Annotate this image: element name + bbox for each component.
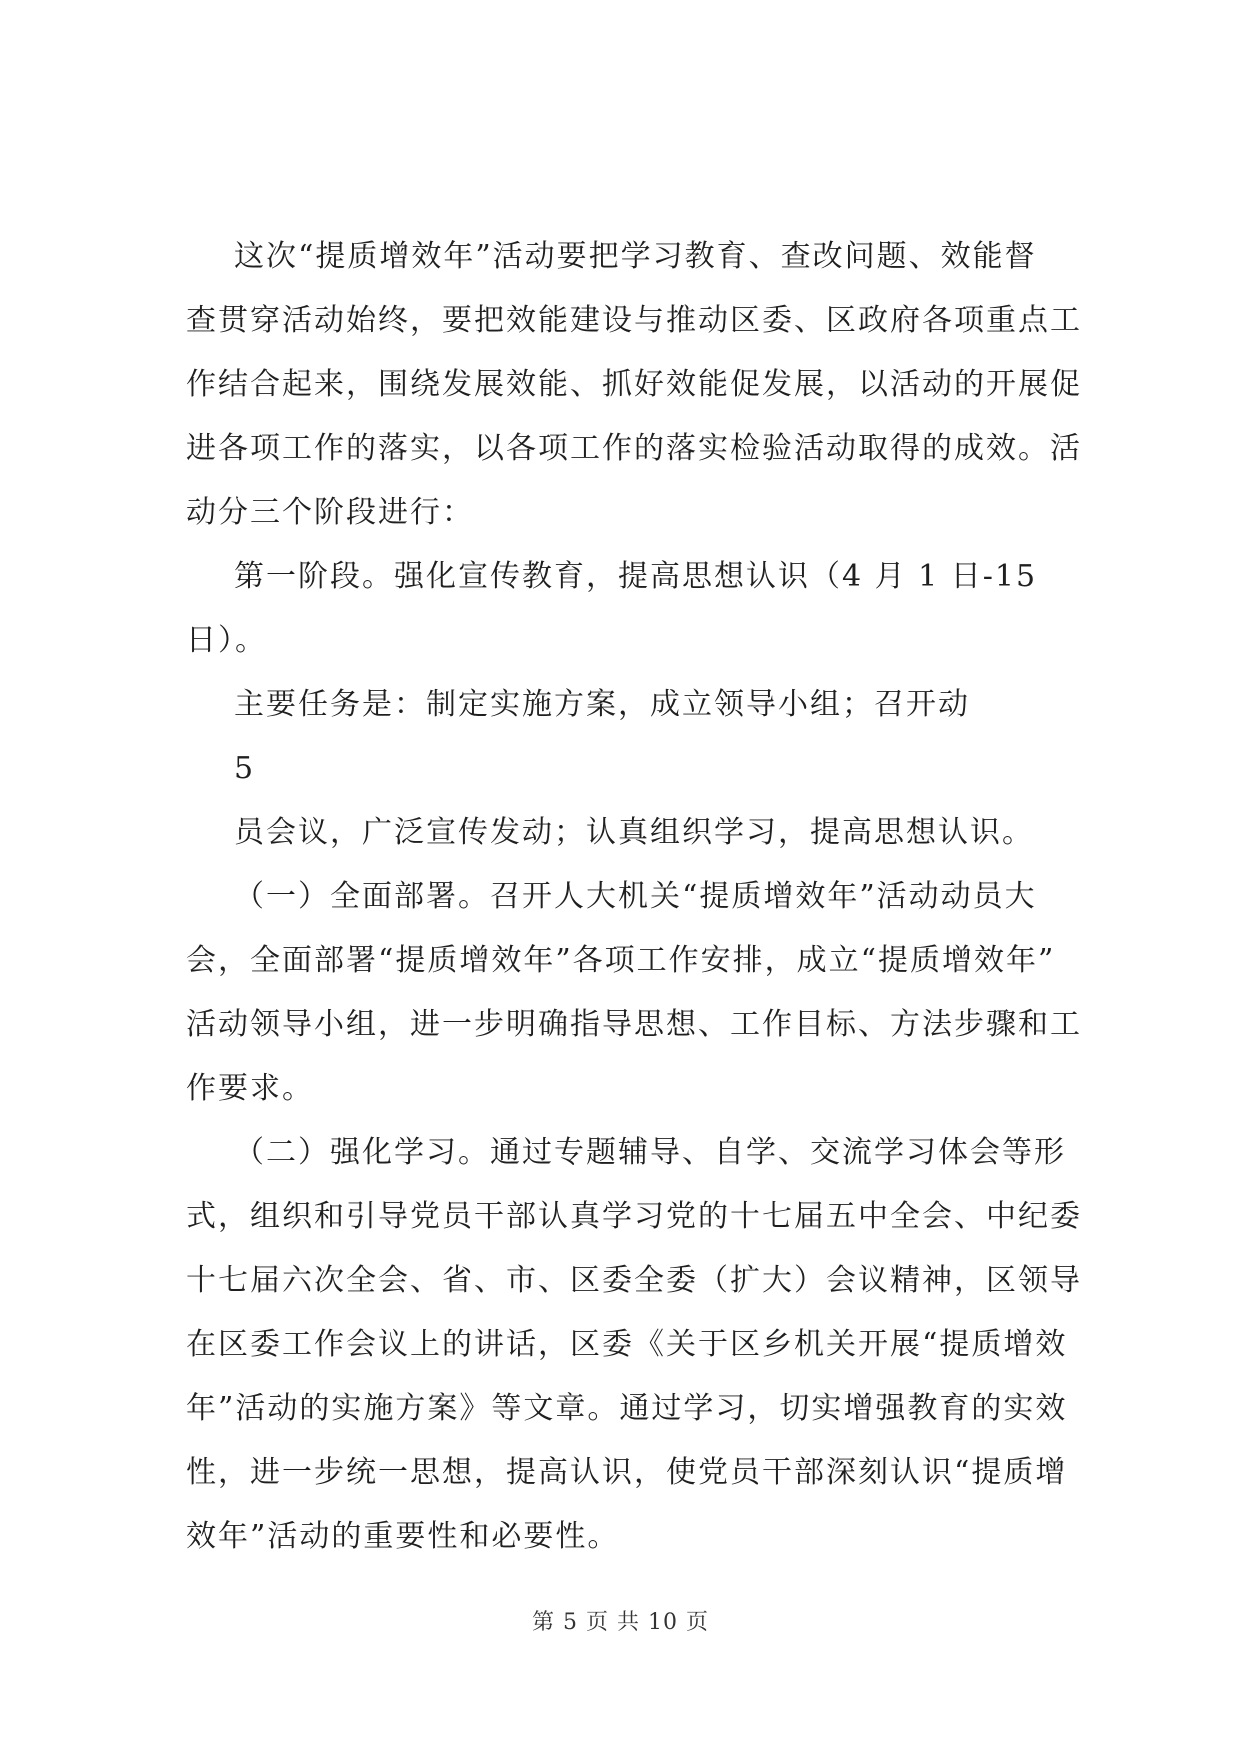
text-line: 这次“提质增效年”活动要把学习教育、查改问题、效能督 <box>234 239 1037 274</box>
inline-page-number: 5 <box>234 751 256 786</box>
page-footer: 第 5 页 共 10 页 <box>532 1610 709 1635</box>
text-line: 日）。 <box>186 623 267 658</box>
text-line: （二）强化学习。通过专题辅导、自学、交流学习体会等形 <box>234 1135 1066 1170</box>
text-line: 动分三个阶段进行： <box>186 495 474 530</box>
text-line: 第一阶段。强化宣传教育，提高思想认识（4 月 1 日-15 <box>234 559 1038 594</box>
text-line: 进各项工作的落实，以各项工作的落实检验活动取得的成效。活 <box>186 431 1082 466</box>
text-line: 会，全面部署“提质增效年”各项工作安排，成立“提质增效年” <box>186 943 1056 978</box>
text-line: 性，进一步统一思想，提高认识，使党员干部深刻认识“提质增 <box>186 1455 1068 1490</box>
text-line: 式，组织和引导党员干部认真学习党的十七届五中全会、中纪委 <box>186 1199 1082 1234</box>
text-line: 效年”活动的重要性和必要性。 <box>186 1519 620 1554</box>
text-line: 主要任务是：制定实施方案，成立领导小组；召开动 <box>234 687 970 722</box>
text-line: 作结合起来，围绕发展效能、抓好效能促发展，以活动的开展促 <box>186 367 1082 402</box>
text-line: （一）全面部署。召开人大机关“提质增效年”活动动员大 <box>234 879 1037 914</box>
text-line: 查贯穿活动始终，要把效能建设与推动区委、区政府各项重点工 <box>186 303 1082 338</box>
text-line: 十七届六次全会、省、市、区委全委（扩大）会议精神，区领导 <box>186 1263 1082 1298</box>
document-body <box>186 225 1082 1569</box>
text-line: 活动领导小组，进一步明确指导思想、工作目标、方法步骤和工 <box>186 1007 1082 1042</box>
text-line: 年”活动的实施方案》等文章。通过学习，切实增强教育的实效 <box>186 1391 1068 1426</box>
text-line: 员会议，广泛宣传发动；认真组织学习，提高思想认识。 <box>234 815 1034 850</box>
text-line: 作要求。 <box>186 1071 314 1106</box>
text-line: 在区委工作会议上的讲话，区委《关于区乡机关开展“提质增效 <box>186 1327 1068 1362</box>
